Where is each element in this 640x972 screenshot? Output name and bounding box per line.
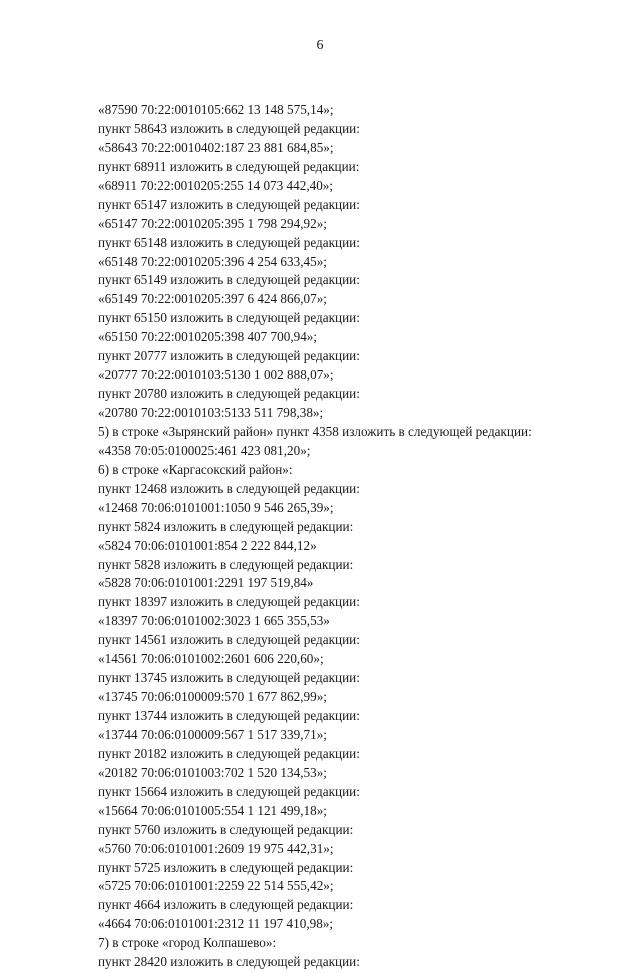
text-line: «15664 70:06:0101005:554 1 121 499,18»; <box>98 802 327 818</box>
text-line: «5725 70:06:0101001:2259 22 514 555,42»; <box>98 878 334 894</box>
text-line: пункт 65147 изложить в следующей редакции: <box>98 196 360 212</box>
text-line: «12468 70:06:0101001:1050 9 546 265,39»; <box>98 499 334 515</box>
text-line: «20780 70:22:0010103:5133 511 798,38»; <box>98 405 324 420</box>
text-line: «65147 70:22:0010205:395 1 798 294,92»; <box>98 215 327 231</box>
text-line: пункт 5828 изложить в следующей редакции: <box>98 556 354 572</box>
text-line: 5) в строке «Зырянский район» пункт 4358 изложить в следующей редакции: <box>98 423 532 439</box>
text-line: пункт 68911 изложить в следующей редакции: <box>98 158 360 174</box>
text-line: пункт 18397 изложить в следующей редакции: <box>98 594 360 610</box>
text-line: пункт 20780 изложить в следующей редакции: <box>98 386 360 402</box>
text-line: пункт 12468 изложить в следующей редакции: <box>98 480 360 496</box>
text-line: пункт 28420 изложить в следующей редакции: <box>98 954 360 970</box>
text-line: «13744 70:06:0100009:567 1 517 339,71»; <box>98 726 327 742</box>
text-line: «20777 70:22:0010103:5130 1 002 888,07»; <box>98 367 334 383</box>
text-line: «13745 70:06:0100009:570 1 677 862,99»; <box>98 689 327 705</box>
text-line: пункт 65148 изложить в следующей редакции: <box>98 234 360 250</box>
text-line: пункт 14561 изложить в следующей редакции: <box>98 632 360 648</box>
text-line: «68911 70:22:0010205:255 14 073 442,40»; <box>98 177 334 193</box>
document-body <box>98 101 618 972</box>
text-line: пункт 4664 изложить в следующей редакции: <box>98 897 354 913</box>
text-line: пункт 58643 изложить в следующей редакции: <box>98 120 360 136</box>
text-line: пункт 15664 изложить в следующей редакции: <box>98 783 360 799</box>
text-line: «65148 70:22:0010205:396 4 254 633,45»; <box>98 253 327 269</box>
text-line: «5828 70:06:0101001:2291 197 519,84» <box>98 575 314 591</box>
text-line: пункт 13745 изложить в следующей редакции: <box>98 670 360 686</box>
text-line: «4664 70:06:0101001:2312 11 197 410,98»; <box>98 916 334 932</box>
text-line: 7) в строке «город Колпашево»: <box>98 935 277 951</box>
text-line: «20182 70:06:0101003:702 1 520 134,53»; <box>98 764 327 780</box>
text-line: пункт 5824 изложить в следующей редакции: <box>98 518 354 534</box>
text-line: пункт 5760 изложить в следующей редакции: <box>98 821 354 837</box>
text-line: пункт 13744 изложить в следующей редакции: <box>98 708 360 723</box>
text-line: пункт 65149 изложить в следующей редакции: <box>98 272 360 288</box>
text-line: «58643 70:22:0010402:187 23 881 684,85»; <box>98 139 334 155</box>
text-line: пункт 20777 изложить в следующей редакции: <box>98 348 360 364</box>
text-line: 6) в строке «Каргасокский район»: <box>98 461 293 477</box>
text-line: «87590 70:22:0010105:662 13 148 575,14»; <box>98 102 334 117</box>
text-line: «65150 70:22:0010205:398 407 700,94»; <box>98 329 318 345</box>
text-line: «18397 70:06:0101002:3023 1 665 355,53» <box>98 613 330 629</box>
text-line: «5760 70:06:0101001:2609 19 975 442,31»; <box>98 840 334 856</box>
text-line: «14561 70:06:0101002:2601 606 220,60»; <box>98 651 324 667</box>
text-line: «5824 70:06:0101001:854 2 222 844,12» <box>98 537 317 553</box>
text-line: «4358 70:05:0100025:461 423 081,20»; <box>98 442 311 458</box>
text-line: пункт 65150 изложить в следующей редакции: <box>98 310 360 326</box>
text-line: пункт 5725 изложить в следующей редакции: <box>98 859 354 875</box>
text-line: «65149 70:22:0010205:397 6 424 866,07»; <box>98 291 327 307</box>
page-number: 6 <box>316 38 324 53</box>
text-line: пункт 20182 изложить в следующей редакции: <box>98 745 360 761</box>
